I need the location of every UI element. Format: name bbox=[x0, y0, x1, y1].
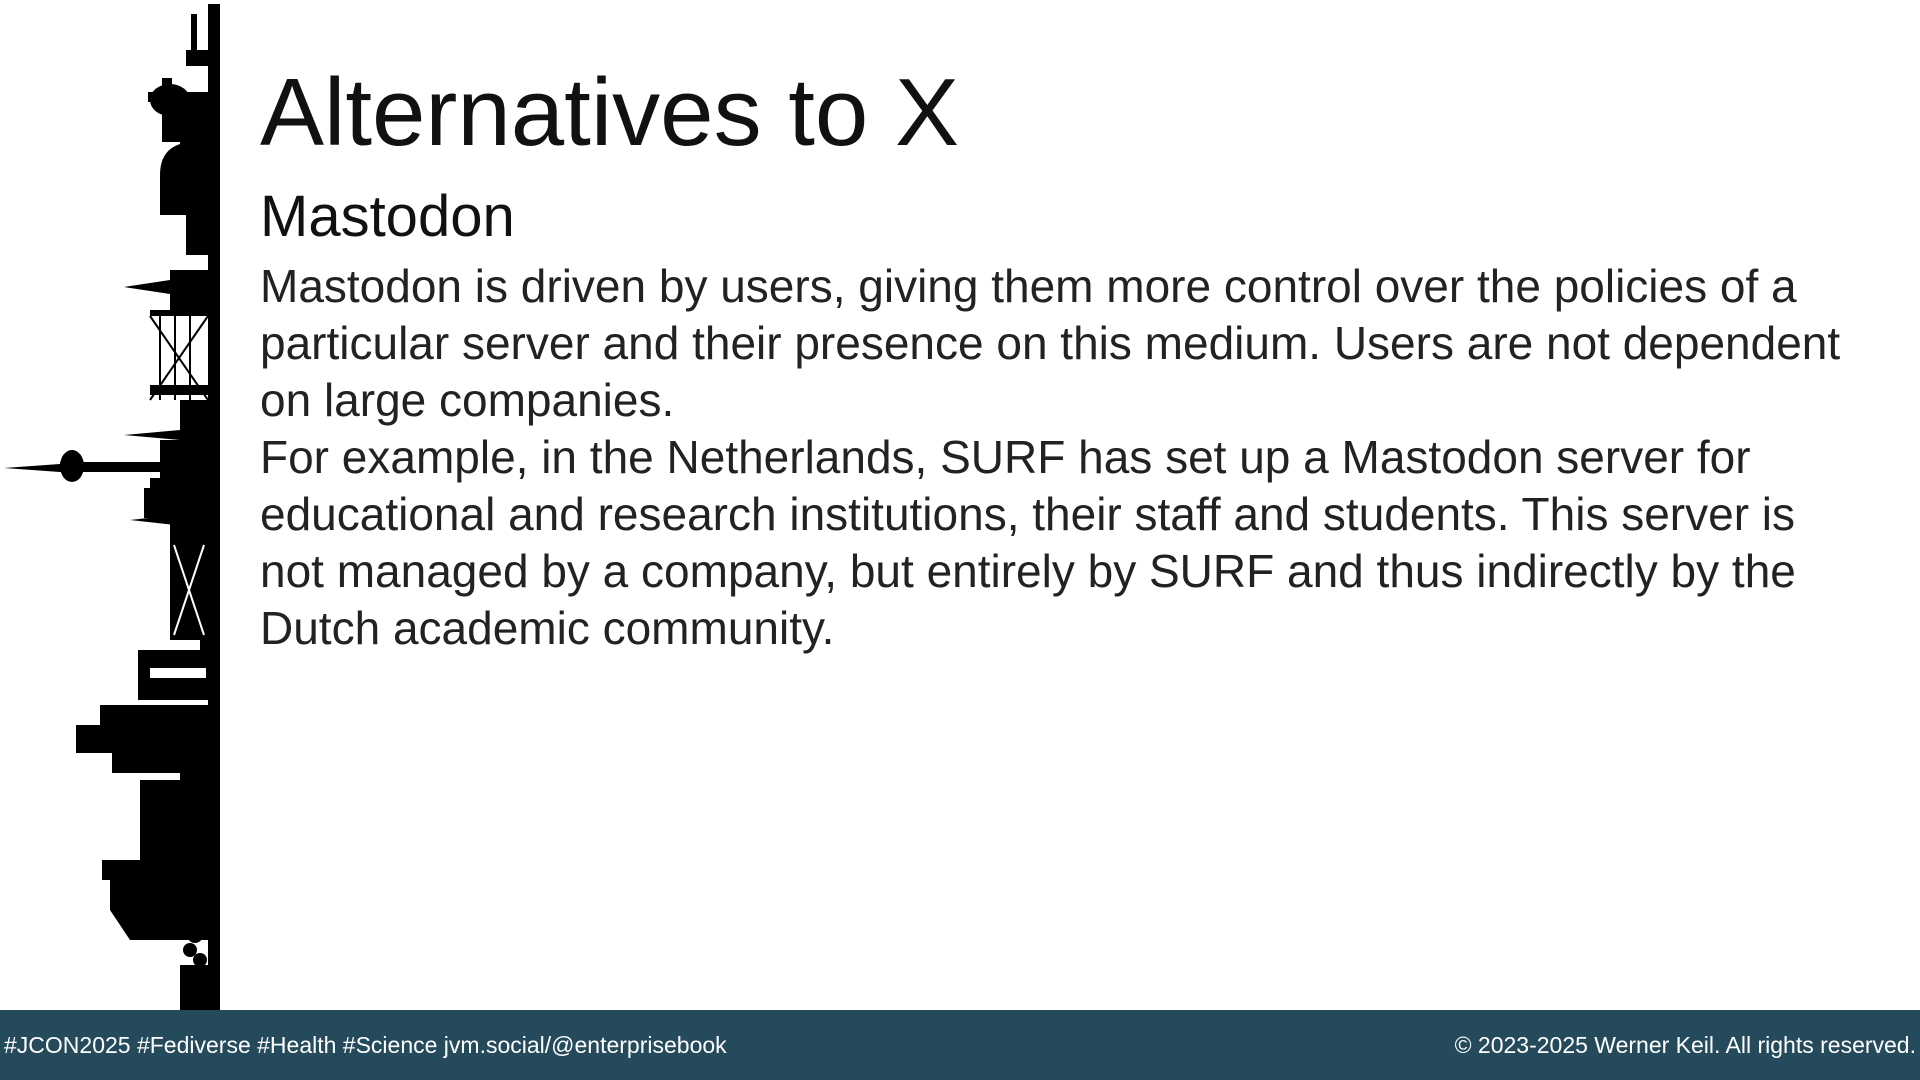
footer-copyright: © 2023-2025 Werner Keil. All rights reserved. bbox=[1454, 1031, 1916, 1058]
footer-bar bbox=[0, 1010, 1920, 1080]
body-paragraph-2: For example, in the Netherlands, SURF has set up a Mastodon server for educational and research institutions, their staff and students. This server is not managed by a company, but entirely by SURF and thus indirectly by the Dutch academic community. bbox=[260, 431, 1796, 654]
body-paragraph-1: Mastodon is driven by users, giving them more control over the policies of a particular server and their presence on this medium. Users are not dependent on large companies. bbox=[260, 260, 1841, 426]
slide-title: Alternatives to X bbox=[260, 59, 959, 166]
slide-subtitle: Mastodon bbox=[260, 184, 515, 249]
footer-hashtags: #JCON2025 #Fediverse #Health #Science jvm.social/@enterprisebook bbox=[4, 1031, 727, 1058]
city-skyline-icon bbox=[0, 0, 222, 1010]
slide-content bbox=[260, 58, 1860, 657]
